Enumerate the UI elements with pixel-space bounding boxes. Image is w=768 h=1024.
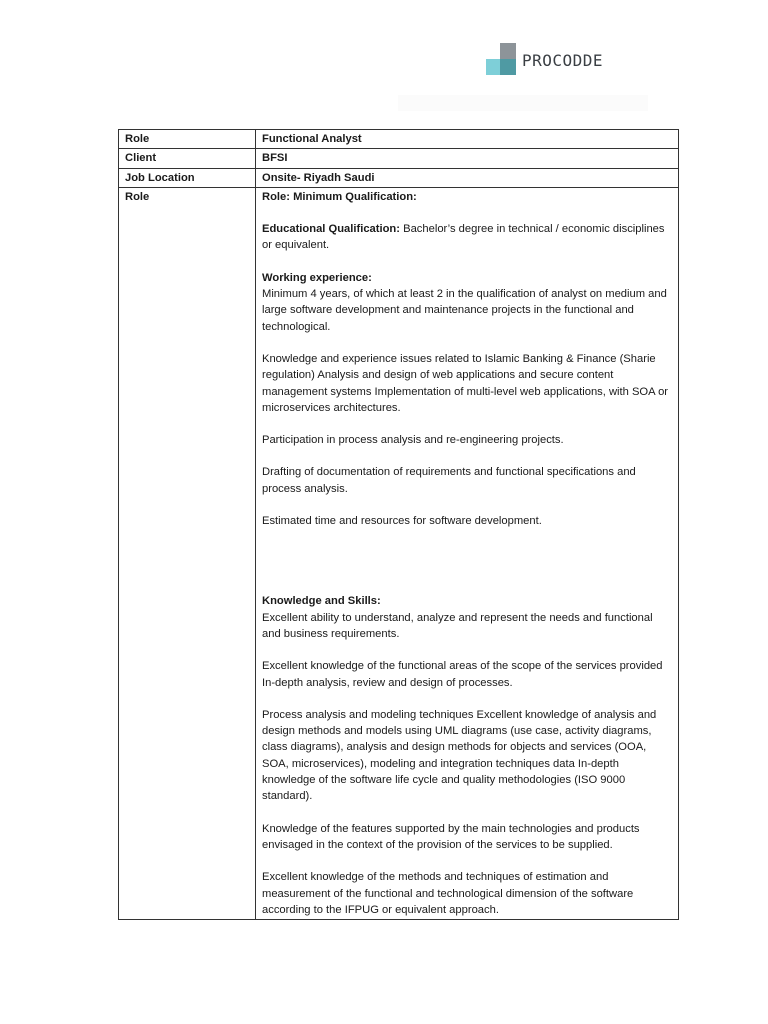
education-label: Educational Qualification: bbox=[262, 223, 400, 236]
table-row-client bbox=[119, 149, 679, 168]
skill-modeling-paragraph: Process analysis and modeling techniques Excellent knowledge of analysis and design methods and models using UML diagrams (use case, activity diagrams, class diagrams), analysis and design methods for objects and services (OOA, SOA, microservices), modeling and integration techniques data In-depth knowledge of the software life cycle and quality methodologies (ISO 9000 standard). bbox=[262, 708, 657, 803]
details-cell bbox=[256, 187, 679, 919]
job-description-table bbox=[118, 129, 679, 920]
logo-mark-mid bbox=[500, 59, 516, 75]
work-experience-label: Working experience: bbox=[262, 271, 372, 284]
work-experience-paragraph bbox=[262, 270, 672, 335]
process-paragraph: Participation in process analysis and re-engineering projects. bbox=[262, 434, 564, 447]
knowledge-paragraph: Knowledge and experience issues related to Islamic Banking & Finance (Sharie regulation) Analysis and design of web applications and secure content management systems Implementation of multi-level web applications, with SOA or microservices architectures. bbox=[262, 352, 669, 414]
qualification-heading: Role: Minimum Qualification: bbox=[262, 190, 417, 203]
table-row-location bbox=[119, 168, 679, 187]
role-key: Role bbox=[119, 130, 256, 149]
header-faint-bar bbox=[398, 95, 648, 111]
details-key: Role bbox=[119, 187, 256, 919]
skills-text: Excellent ability to understand, analyze and represent the needs and functional and business requirements. bbox=[262, 611, 653, 640]
work-experience-text: Minimum 4 years, of which at least 2 in the qualification of analyst on medium and large software development and maintenance projects in the functional and technological. bbox=[262, 288, 667, 333]
skill-functional-paragraph: Excellent knowledge of the functional areas of the scope of the services provided In-depth analysis, review and design of processes. bbox=[262, 660, 663, 689]
skills-paragraph bbox=[262, 593, 672, 642]
role-value: Functional Analyst bbox=[256, 130, 679, 149]
logo-text: PROCODDE bbox=[522, 51, 604, 70]
education-text: Bachelor’s degree in technical / economic disciplines or equivalent. bbox=[262, 223, 665, 252]
documentation-paragraph: Drafting of documentation of requirements and functional specifications and process analysis. bbox=[262, 466, 636, 495]
location-value: Onsite- Riyadh Saudi bbox=[256, 168, 679, 187]
estimation-paragraph: Estimated time and resources for software development. bbox=[262, 515, 542, 528]
skill-estimation-paragraph: Excellent knowledge of the methods and techniques of estimation and measurement of the functional and technological dimension of the software according to the IFPUG or equivalent approach. bbox=[262, 871, 634, 916]
client-key: Client bbox=[119, 149, 256, 168]
company-logo bbox=[486, 43, 646, 77]
spacer bbox=[262, 545, 672, 593]
table-row-details bbox=[119, 187, 679, 919]
skills-label: Knowledge and Skills: bbox=[262, 595, 381, 608]
skill-technologies-paragraph: Knowledge of the features supported by the main technologies and products envisaged in the context of the provision of the services to be supplied. bbox=[262, 822, 640, 851]
client-value: BFSI bbox=[256, 149, 679, 168]
location-key: Job Location bbox=[119, 168, 256, 187]
education-paragraph bbox=[262, 221, 672, 254]
table-row-role bbox=[119, 130, 679, 149]
